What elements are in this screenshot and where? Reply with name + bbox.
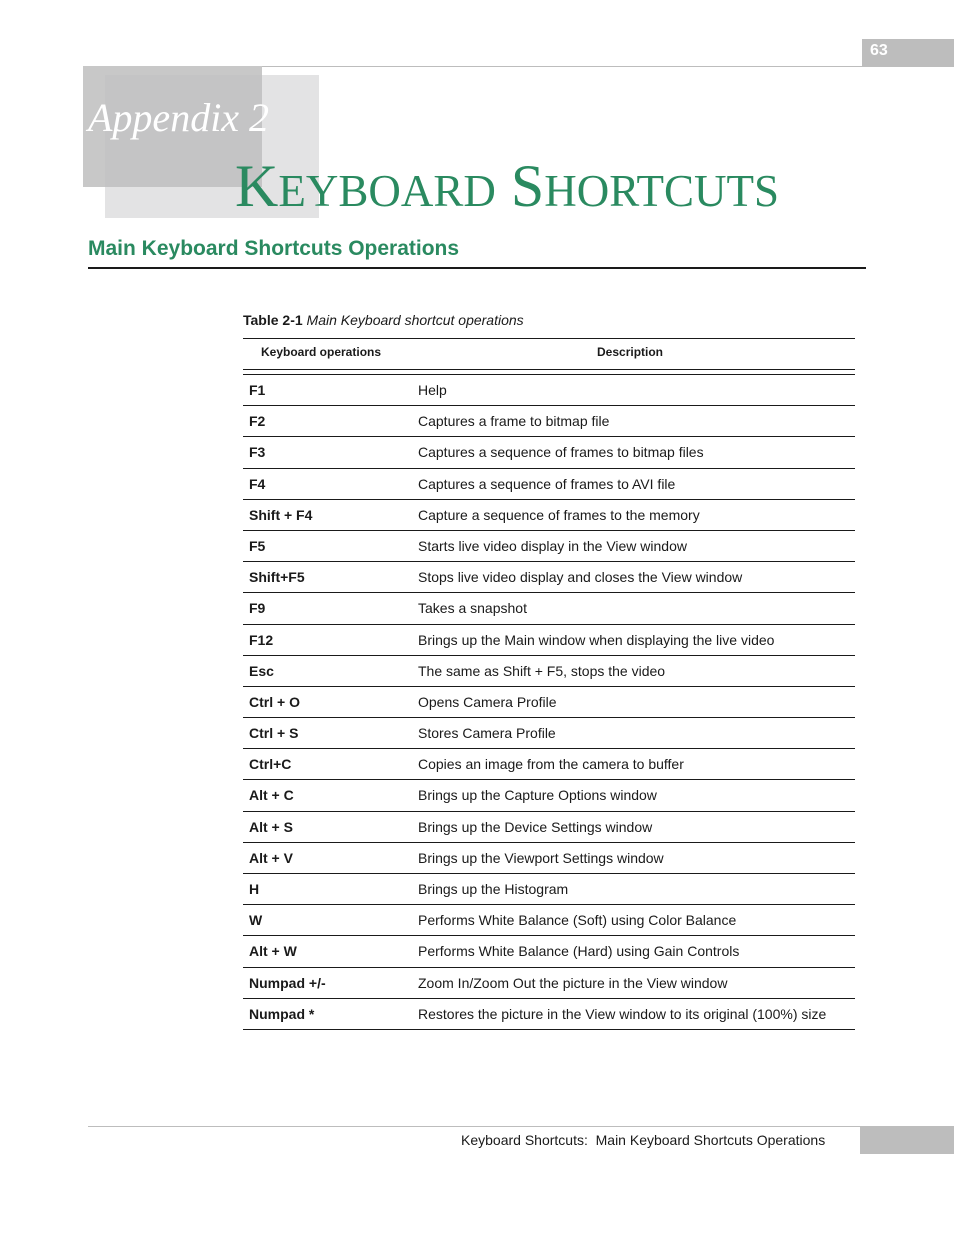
shortcut-key: F4 — [249, 475, 266, 492]
shortcut-key: F1 — [249, 382, 266, 398]
shortcut-description: Captures a sequence of frames to bitmap files — [418, 444, 704, 461]
chapter-title — [235, 153, 780, 219]
shortcut-description: Captures a frame to bitmap file — [418, 413, 610, 430]
table-row — [243, 812, 855, 843]
table-row — [243, 843, 855, 874]
table-row — [243, 968, 855, 999]
page-number: 63 — [870, 42, 888, 59]
shortcut-key: W — [249, 912, 263, 929]
shortcut-key: Shift + F4 — [249, 506, 313, 523]
table-row — [243, 780, 855, 811]
shortcut-key: H — [249, 881, 260, 897]
table-row — [243, 656, 855, 687]
shortcut-description: Captures a sequence of frames to AVI file — [418, 475, 676, 492]
header-description: Description — [597, 345, 664, 359]
shortcut-key: Ctrl + O — [249, 693, 300, 710]
shortcut-key: Numpad +/- — [249, 974, 326, 991]
table-header-row — [243, 338, 855, 369]
table-row — [243, 625, 855, 656]
table-row — [243, 905, 855, 936]
section-rule — [88, 267, 866, 269]
shortcut-description: The same as Shift + F5, stops the video — [418, 662, 666, 679]
shortcut-key: F12 — [249, 631, 274, 648]
chapter-title-k: K — [235, 153, 279, 219]
shortcut-description: Stores Camera Profile — [418, 725, 556, 742]
table-row — [243, 874, 855, 905]
appendix-label: Appendix 2 — [88, 95, 270, 140]
table-row — [243, 437, 855, 468]
shortcuts-table — [243, 338, 855, 1030]
shortcut-description: Stops live video display and closes the View window — [418, 569, 743, 586]
table-row — [243, 562, 855, 593]
shortcut-description: Help — [418, 382, 447, 398]
shortcut-key: Alt + S — [249, 818, 293, 835]
footer-rule — [88, 1126, 862, 1127]
table-row — [243, 406, 855, 437]
chapter-title-rest1: EYBOARD — [278, 166, 496, 216]
shortcut-key: Shift+F5 — [249, 569, 305, 586]
header-keyboard-operations: Keyboard operations — [261, 345, 382, 359]
chapter-title-rest2: HORTCUTS — [544, 166, 780, 216]
shortcut-key: Ctrl + S — [249, 725, 299, 742]
table-row — [243, 593, 855, 624]
table-row — [243, 936, 855, 967]
table-row — [243, 749, 855, 780]
table-row — [243, 375, 855, 406]
footer-tab — [860, 1126, 954, 1154]
table-body — [243, 375, 855, 1030]
chapter-title-s: S — [510, 153, 545, 219]
shortcut-key: Alt + W — [249, 943, 297, 960]
shortcut-description: Capture a sequence of frames to the memory — [418, 506, 700, 523]
shortcut-key: F3 — [249, 444, 266, 461]
shortcut-description: Brings up the Capture Options window — [418, 787, 657, 804]
shortcut-description: Brings up the Histogram — [418, 881, 569, 897]
table-caption — [243, 312, 524, 328]
shortcut-description: Zoom In/Zoom Out the picture in the View window — [418, 974, 728, 991]
section-title: Main Keyboard Shortcuts Operations — [88, 237, 460, 260]
table-row — [243, 999, 855, 1030]
shortcut-description: Performs White Balance (Soft) using Color Balance — [418, 912, 737, 929]
shortcut-key: F9 — [249, 600, 266, 617]
shortcut-description: Brings up the Main window when displaying the live video — [418, 631, 775, 648]
shortcut-key: Esc — [249, 662, 274, 679]
table-caption-text: Main Keyboard shortcut operations — [306, 312, 524, 328]
shortcut-key: F5 — [249, 537, 266, 554]
shortcut-key: Numpad * — [249, 1005, 315, 1022]
footer-text: Keyboard Shortcuts: Main Keyboard Shortcuts Operations — [461, 1132, 826, 1148]
table-row — [243, 531, 855, 562]
shortcut-key: Alt + V — [249, 849, 293, 866]
shortcut-description: Restores the picture in the View window to its original (100%) size — [418, 1005, 827, 1022]
shortcut-description: Performs White Balance (Hard) using Gain Controls — [418, 943, 740, 960]
shortcut-description: Brings up the Viewport Settings window — [418, 849, 664, 866]
table-caption-label: Table 2-1 — [243, 312, 303, 328]
table-row — [243, 687, 855, 718]
shortcut-description: Starts live video display in the View window — [418, 537, 687, 554]
table-row — [243, 718, 855, 749]
shortcut-description: Takes a snapshot — [418, 600, 527, 617]
header-rule — [262, 66, 862, 67]
chapter-title-space — [496, 153, 511, 219]
shortcut-key: F2 — [249, 413, 266, 430]
table-row — [243, 469, 855, 500]
shortcut-description: Copies an image from the camera to buffer — [418, 756, 684, 773]
shortcut-description: Opens Camera Profile — [418, 693, 557, 710]
shortcut-description: Brings up the Device Settings window — [418, 818, 653, 835]
table-row — [243, 500, 855, 531]
shortcut-key: Ctrl+C — [249, 756, 292, 773]
shortcut-key: Alt + C — [249, 787, 294, 804]
